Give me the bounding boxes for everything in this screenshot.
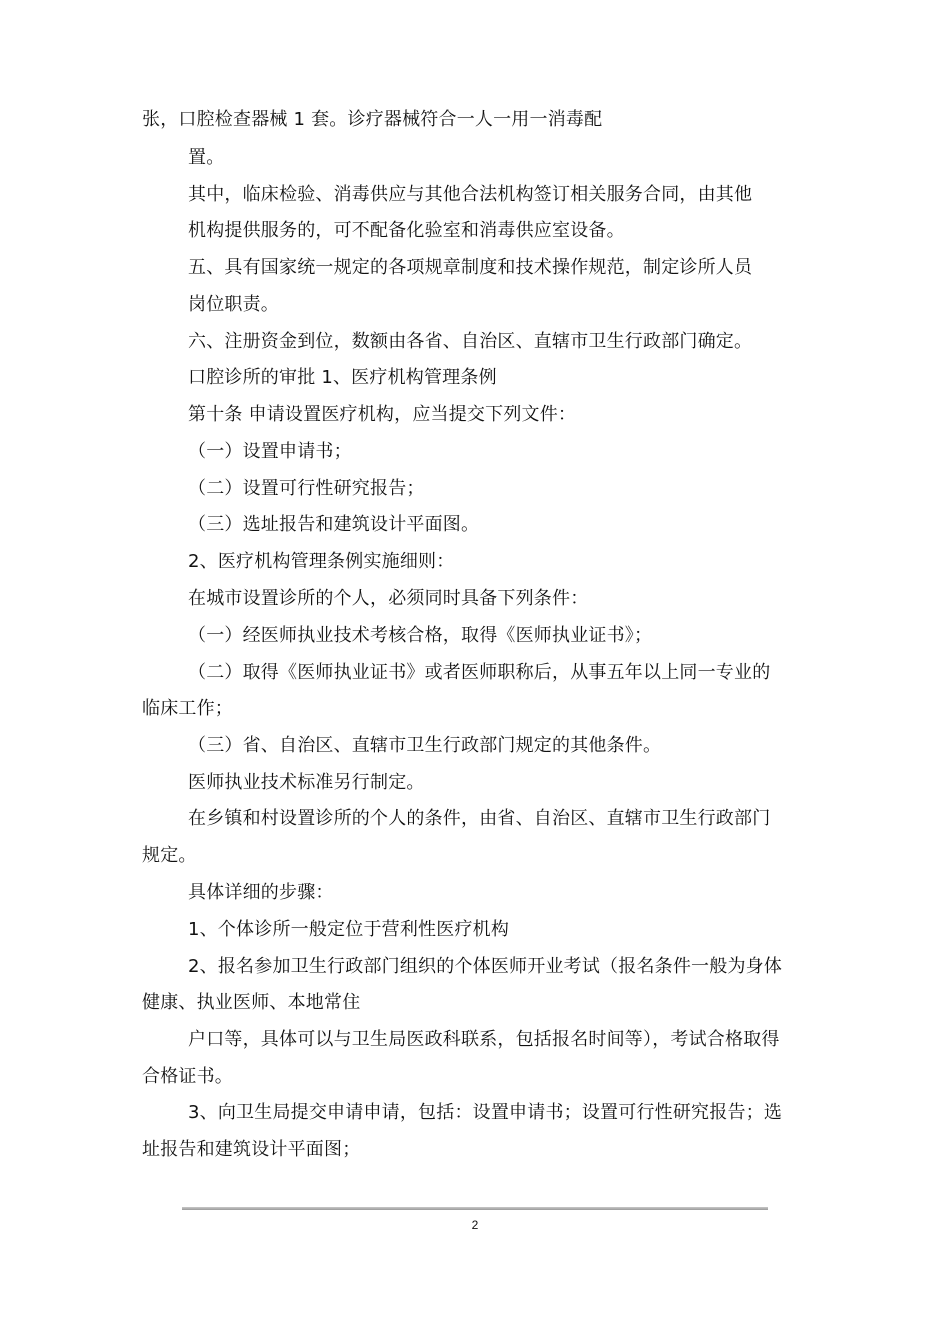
text-line: （一）设置申请书；: [188, 441, 352, 462]
text-line: 其中，临床检验、消毒供应与其他合法机构签订相关服务合同，由其他: [188, 184, 753, 205]
text-line: 规定。: [142, 845, 197, 866]
text-line: 具体详细的步骤：: [188, 882, 334, 903]
text-line: 合格证书。: [142, 1066, 233, 1087]
text-line: （一）经医师执业技术考核合格，取得《医师执业证书》；: [188, 625, 653, 646]
text-line: 岗位职责。: [188, 294, 279, 315]
text-line: 1、个体诊所一般定位于营利性医疗机构: [188, 919, 510, 940]
text-line: 置。: [188, 147, 225, 168]
text-line: 机构提供服务的，可不配备化验室和消毒供应室设备。: [188, 220, 625, 241]
text-line: 3、向卫生局提交申请申请，包括：设置申请书；设置可行性研究报告；选: [188, 1102, 783, 1123]
text-line: （三）选址报告和建筑设计平面图。: [188, 514, 480, 535]
footer-divider: [182, 1207, 768, 1210]
text-line: 六、注册资金到位，数额由各省、自治区、直辖市卫生行政部门确定。: [188, 331, 753, 352]
text-line: 户口等，具体可以与卫生局医政科联系，包括报名时间等），考试合格取得: [188, 1029, 780, 1050]
text-line: 医师执业技术标准另行制定。: [188, 772, 425, 793]
text-line: 健康、执业医师、本地常住: [142, 992, 361, 1013]
text-line: 第十条 申请设置医疗机构，应当提交下列文件：: [188, 404, 577, 425]
text-line: 在乡镇和村设置诊所的个人的条件，由省、自治区、直辖市卫生行政部门: [188, 808, 771, 829]
text-line: （三）省、自治区、直辖市卫生行政部门规定的其他条件。: [188, 735, 662, 756]
text-line: 在城市设置诊所的个人，必须同时具备下列条件：: [188, 588, 589, 609]
page-number: 2: [471, 1218, 479, 1232]
text-line: （二）设置可行性研究报告；: [188, 478, 425, 499]
text-line: 口腔诊所的审批 1、医疗机构管理条例: [188, 367, 497, 388]
text-line: 临床工作；: [142, 698, 233, 719]
text-line: 五、具有国家统一规定的各项规章制度和技术操作规范，制定诊所人员: [188, 257, 753, 278]
text-line: 2、报名参加卫生行政部门组织的个体医师开业考试（报名条件一般为身体: [188, 956, 783, 977]
text-line: 张，口腔检查器械 1 套。诊疗器械符合一人一用一消毒配: [142, 109, 603, 130]
text-line: 址报告和建筑设计平面图；: [142, 1139, 361, 1160]
text-line: （二）取得《医师执业证书》或者医师职称后，从事五年以上同一专业的: [188, 662, 771, 683]
text-line: 2、医疗机构管理条例实施细则：: [188, 551, 455, 572]
